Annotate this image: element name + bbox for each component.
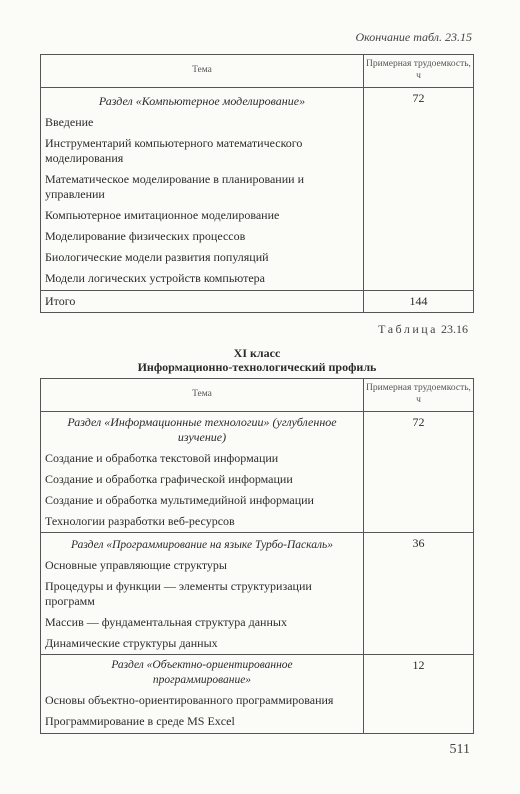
list-item: Процедуры и функции — элементы структуризации программ	[45, 579, 312, 609]
total-label: Итого	[41, 290, 364, 312]
header-hours: Примерная трудоемкость, ч	[364, 379, 474, 412]
list-item: Технологии разработки веб-ресурсов	[45, 513, 235, 528]
header-hours: Примерная трудоемкость, ч	[364, 55, 474, 88]
class-title: XI класс	[233, 346, 281, 360]
list-item: Моделирование физических процессов	[45, 228, 246, 243]
list-item: Компьютерное имитационное моделирование	[45, 207, 280, 222]
table-header-row	[41, 55, 474, 88]
list-item: Создание и обработка текстовой информации	[45, 450, 279, 465]
profile-title: Информационно-технологический профиль	[137, 360, 377, 374]
page-number: 511	[449, 742, 470, 757]
list-item: Массив — фундаментальная структура данных	[45, 615, 287, 630]
table-23-16	[40, 378, 474, 734]
total-value: 144	[364, 290, 474, 312]
list-item: Введение	[45, 114, 94, 129]
table-header-row	[41, 379, 474, 412]
list-item: Инструментарий компьютерного математического моделирования	[45, 135, 303, 165]
list-item: Создание и обработка графической информации	[45, 471, 293, 486]
section-row	[41, 655, 474, 734]
section-hours: 36	[364, 532, 474, 654]
header-topic: Тема	[41, 55, 364, 88]
table-number-caption	[378, 322, 468, 337]
total-row	[41, 290, 474, 312]
list-item: Основные управляющие структуры	[45, 558, 227, 573]
section-row	[41, 411, 474, 532]
section-title: Раздел «Объектно-ориентированное программирование»	[111, 659, 293, 686]
list-item: Основы объектно-ориентированного программирования	[45, 692, 334, 707]
list-item: Модели логических устройств компьютера	[45, 270, 265, 285]
table-number: 23.16	[441, 322, 468, 336]
section-row	[41, 87, 474, 290]
list-item: Динамические структуры данных	[45, 636, 218, 651]
table-23-15	[40, 54, 474, 313]
section-title: Раздел «Программирование на языке Турбо-Паскаль»	[71, 538, 333, 551]
table-continuation-caption: Окончание табл. 23.15	[355, 30, 472, 44]
list-item: Математическое моделирование в планировании и управлении	[45, 171, 304, 201]
list-item: Создание и обработка мультимедийной информации	[45, 492, 314, 507]
section-row	[41, 532, 474, 654]
section-hours: 72	[364, 87, 474, 290]
section-hours: 72	[364, 411, 474, 532]
section-hours: 12	[364, 655, 474, 734]
list-item: Программирование в среде MS Excel	[45, 713, 235, 728]
section-title: Раздел «Компьютерное моделирование»	[98, 93, 306, 108]
header-topic: Тема	[41, 379, 364, 412]
list-item: Биологические модели развития популяций	[45, 249, 269, 264]
table-label: Таблица	[378, 322, 438, 336]
section-title: Раздел «Информационные технологии» (углубленное изучение)	[67, 414, 337, 444]
